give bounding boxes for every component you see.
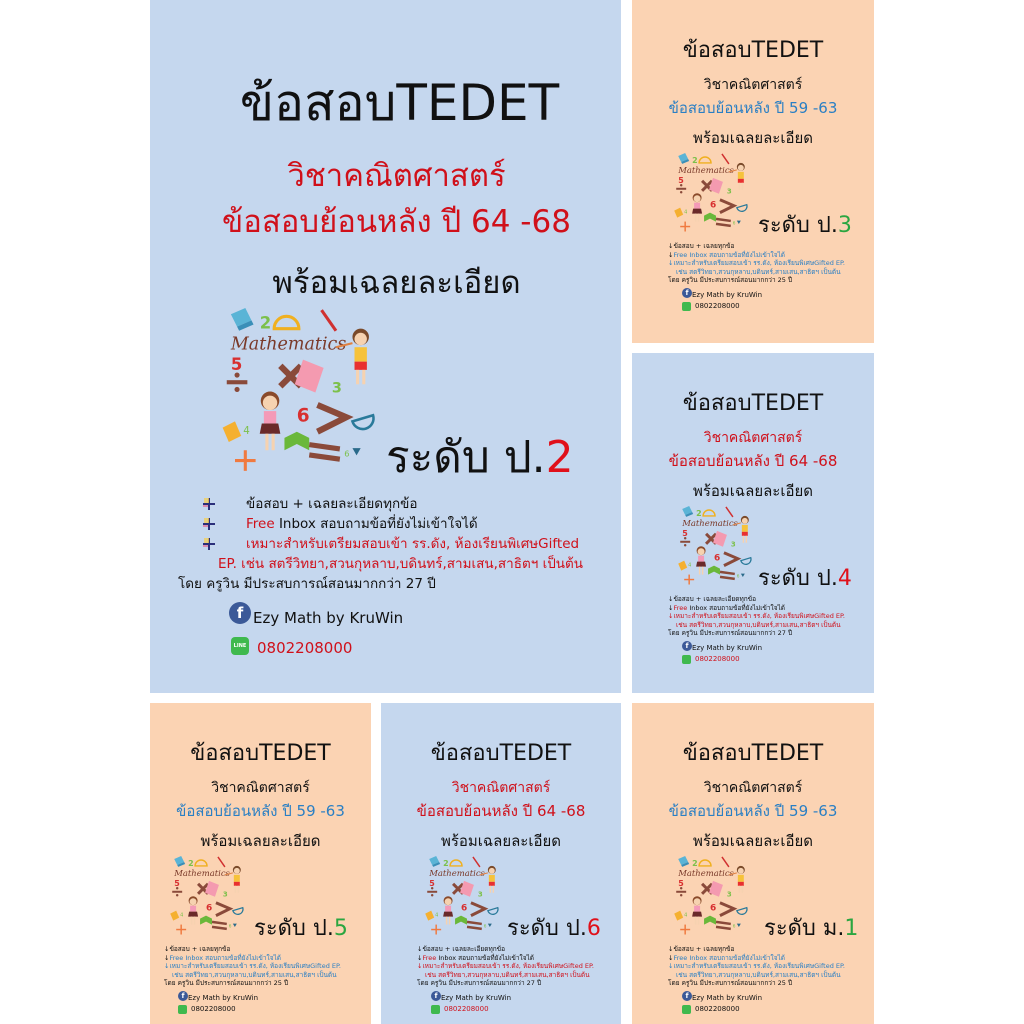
card-subject: วิชาคณิตศาสตร์ (703, 780, 803, 796)
bullet-icon (202, 537, 216, 551)
feature-item-continued: EP. เช่น สตรีวิทยา,สวนกุหลาบ,บดินทร์,สามเสน,สาธิตฯ เป็นต้น (218, 556, 584, 572)
card-years: ข้อสอบย้อนหลัง ปี 64 -68 (416, 802, 586, 820)
line-app-icon (682, 655, 691, 664)
facebook-link[interactable]: f Ezy Math by KruWin (682, 640, 845, 653)
level-number: 2 (545, 432, 574, 483)
card-feature-list: ↓ข้อสอบ + เฉลยทุกข้อ ↓Free Inbox สอบถามข้อที่ยังไม่เข้าใจได้ ↓เหมาะสำหรับเตรียมสอบเข้า รร.ดัง, ห้องเรียนพิเศษGifted EP. เช่น สตรีวิทยา,สวนกุหลาบ,บดินทร์,สามเสน,สาธิตฯ เป็นต้น โดย ครูวิน มีประสบการณ์สอนมากกว่า 25 ปี f Ezy Math by KruWin 0802208000 (668, 242, 845, 311)
card-level: ระดับ ป.3 (758, 213, 852, 238)
card-feature-list: ↓ข้อสอบ + เฉลยละเอียดทุกข้อ ↓Free Inbox สอบถามข้อที่ยังไม่เข้าใจได้ ↓เหมาะสำหรับเตรียมสอบเข้า รร.ดัง, ห้องเรียนพิเศษGifted EP. เช่น สตรีวิทยา,สวนกุหลาบ,บดินทร์,สามเสน,สาธิตฯ เป็นต้น โดย ครูวิน มีประสบการณ์สอนมากกว่า 27 ปี f Ezy Math by KruWin 0802208000 (668, 595, 845, 664)
level-prefix: ระดับ ป. (386, 432, 546, 483)
mathematics-illustration (672, 152, 754, 234)
facebook-link[interactable]: f Ezy Math by KruWin (431, 990, 594, 1003)
poster-answers-tagline: พร้อมเฉลยละเอียด (272, 265, 521, 301)
card-subject: วิชาคณิตศาสตร์ (703, 430, 803, 446)
card-title: ข้อสอบTEDET (430, 741, 572, 766)
main-poster (150, 0, 621, 693)
line-app-icon (682, 1005, 691, 1014)
card-subject: วิชาคณิตศาสตร์ (211, 780, 310, 796)
facebook-icon: f (682, 641, 692, 651)
card-answers-tagline: พร้อมเฉลยละเอียด (692, 129, 814, 147)
line-phone-link[interactable]: 0802208000 (682, 655, 845, 664)
poster-card-p3[interactable] (632, 0, 874, 343)
line-phone-link[interactable]: 0802208000 (431, 1005, 594, 1014)
line-phone-link[interactable]: 0802208000 (682, 1005, 845, 1014)
poster-card-p6[interactable] (381, 703, 621, 1024)
card-feature-list: ↓ข้อสอบ + เฉลยทุกข้อ ↓Free Inbox สอบถามข้อที่ยังไม่เข้าใจได้ ↓เหมาะสำหรับเตรียมสอบเข้า รร.ดัง, ห้องเรียนพิเศษGifted EP. เช่น สตรีวิทยา,สวนกุหลาบ,บดินทร์,สามเสน,สาธิตฯ เป็นต้น โดย ครูวิน มีประสบการณ์สอนมากกว่า 25 ปี f Ezy Math by KruWin 0802208000 (164, 945, 341, 1014)
mathematics-illustration (672, 855, 754, 937)
line-app-icon (682, 302, 691, 311)
card-years: ข้อสอบย้อนหลัง ปี 59 -63 (668, 802, 838, 820)
card-title: ข้อสอบTEDET (682, 38, 824, 63)
poster-level (386, 422, 574, 492)
feature-item: ข้อสอบ + เฉลยละเอียดทุกข้อ (202, 494, 583, 514)
card-years: ข้อสอบย้อนหลัง ปี 59 -63 (176, 802, 345, 820)
card-feature-list: ↓ข้อสอบ + เฉลยทุกข้อ ↓Free Inbox สอบถามข้อที่ยังไม่เข้าใจได้ ↓เหมาะสำหรับเตรียมสอบเข้า รร.ดัง, ห้องเรียนพิเศษGifted EP. เช่น สตรีวิทยา,สวนกุหลาบ,บดินทร์,สามเสน,สาธิตฯ เป็นต้น โดย ครูวิน มีประสบการณ์สอนมากกว่า 25 ปี f Ezy Math by KruWin 0802208000 (668, 945, 845, 1014)
card-title: ข้อสอบTEDET (682, 741, 824, 766)
card-years: ข้อสอบย้อนหลัง ปี 64 -68 (668, 452, 838, 470)
facebook-link[interactable]: f Ezy Math by KruWin (682, 990, 845, 1003)
card-answers-tagline: พร้อมเฉลยละเอียด (200, 832, 321, 850)
card-level: ระดับ ป.4 (758, 566, 852, 591)
poster-title: ข้อสอบTEDET (239, 74, 560, 132)
card-title: ข้อสอบTEDET (190, 741, 331, 766)
mathematics-illustration (676, 505, 758, 587)
line-phone-link[interactable]: LINE 0802208000 (231, 634, 583, 658)
bullet-icon (202, 497, 216, 511)
card-title: ข้อสอบTEDET (682, 391, 824, 416)
card-subject: วิชาคณิตศาสตร์ (451, 780, 551, 796)
facebook-icon: f (682, 288, 692, 298)
facebook-link[interactable]: f Ezy Math by KruWin (682, 287, 845, 300)
card-answers-tagline: พร้อมเฉลยละเอียด (440, 832, 562, 850)
card-years: ข้อสอบย้อนหลัง ปี 59 -63 (668, 99, 838, 117)
line-app-icon: LINE (231, 637, 249, 655)
facebook-icon: f (682, 991, 692, 1001)
feature-item: Free Inbox สอบถามข้อที่ยังไม่เข้าใจได้ (202, 514, 583, 534)
card-subject: วิชาคณิตศาสตร์ (703, 77, 803, 93)
line-app-icon (178, 1005, 187, 1014)
line-phone-link[interactable]: 0802208000 (178, 1005, 341, 1014)
card-level: ระดับ ป.5 (254, 916, 348, 941)
card-answers-tagline: พร้อมเฉลยละเอียด (692, 832, 814, 850)
card-answers-tagline: พร้อมเฉลยละเอียด (692, 482, 814, 500)
card-level: ระดับ ม.1 (764, 916, 859, 941)
line-phone-link[interactable]: 0802208000 (682, 302, 845, 311)
line-app-icon (431, 1005, 440, 1014)
mathematics-illustration (423, 855, 505, 937)
facebook-link[interactable]: f Ezy Math by KruWin (178, 990, 341, 1003)
feature-item: เหมาะสำหรับเตรียมสอบเข้า รร.ดัง, ห้องเรียนพิเศษGifted (202, 534, 583, 554)
facebook-icon: f (431, 991, 441, 1001)
mathematics-illustration (168, 855, 250, 937)
mathematics-illustration (218, 306, 388, 476)
bullet-icon (202, 517, 216, 531)
poster-card-p4[interactable] (632, 353, 874, 693)
card-feature-list: ↓ข้อสอบ + เฉลยละเอียดทุกข้อ ↓Free Inbox สอบถามข้อที่ยังไม่เข้าใจได้ ↓เหมาะสำหรับเตรียมสอบเข้า รร.ดัง, ห้องเรียนพิเศษGifted EP. เช่น สตรีวิทยา,สวนกุหลาบ,บดินทร์,สามเสน,สาธิตฯ เป็นต้น โดย ครูวิน มีประสบการณ์สอนมากกว่า 27 ปี f Ezy Math by KruWin 0802208000 (417, 945, 594, 1014)
poster-subject: วิชาคณิตศาสตร์ (287, 158, 506, 194)
teacher-experience: โดย ครูวิน มีประสบการณ์สอนมากกว่า 27 ปี (178, 576, 436, 592)
poster-card-p5[interactable] (150, 703, 371, 1024)
facebook-icon: f (229, 602, 251, 624)
facebook-icon: f (178, 991, 188, 1001)
facebook-link[interactable]: f Ezy Math by KruWin (229, 598, 583, 628)
poster-card-m1[interactable] (632, 703, 874, 1024)
feature-list (178, 494, 584, 658)
card-level: ระดับ ป.6 (507, 916, 601, 941)
poster-years: ข้อสอบย้อนหลัง ปี 64 -68 (222, 204, 571, 240)
